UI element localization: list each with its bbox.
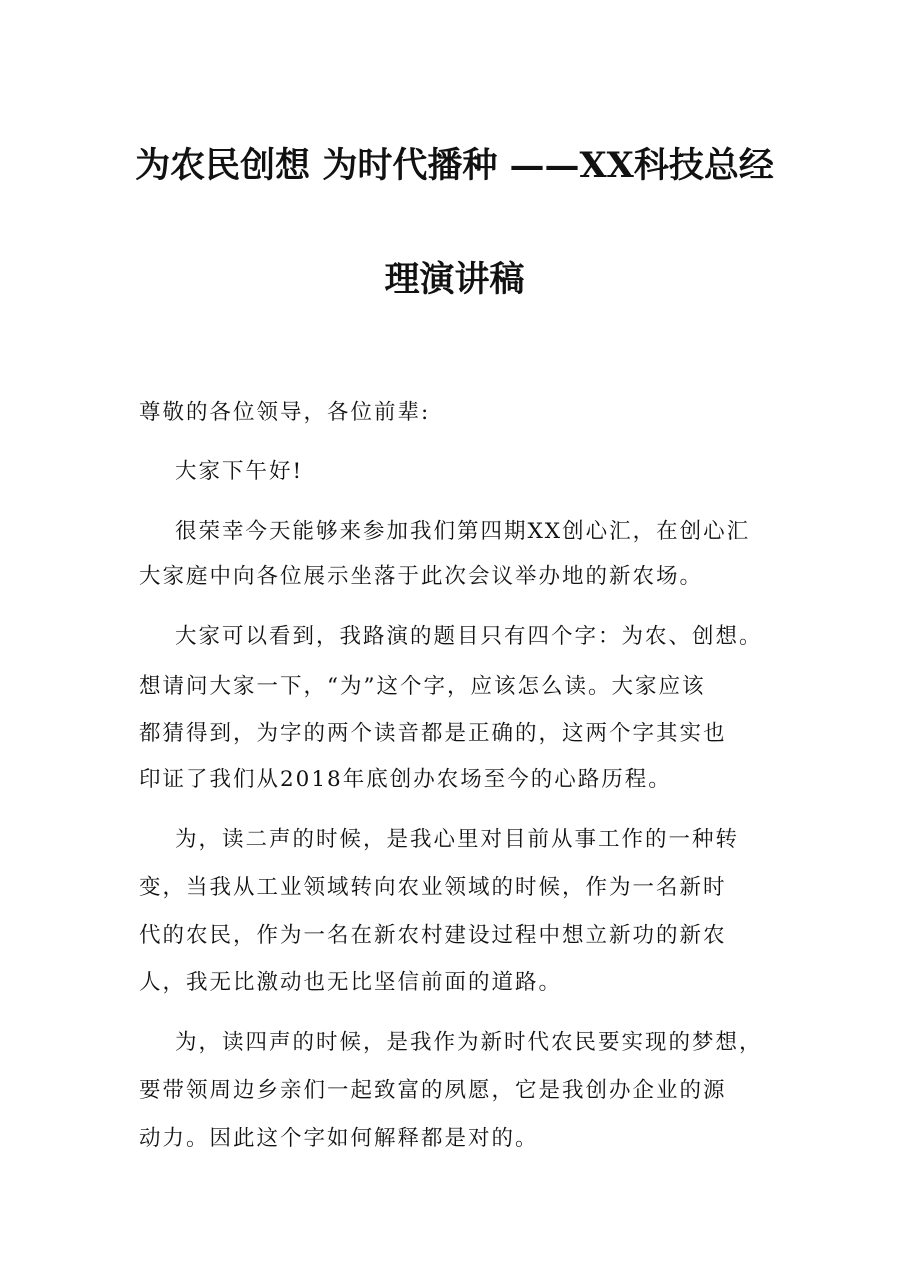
paragraph-line: 大家庭中向各位展示坐落于此次会议举办地的新农场。 [139,564,704,589]
document-title-line-2: 理演讲稿 [384,259,525,300]
paragraph-line: 为，读四声的时候，是我作为新时代农民要实现的梦想， [175,1030,763,1055]
paragraph-line: 代的农民，作为一名在新农村建设过程中想立新功的新农 [139,923,727,948]
paragraph-line: 为，读二声的时候，是我心里对目前从事工作的一种转 [175,827,740,852]
salutation-line: 尊敬的各位领导，各位前辈: [139,400,431,425]
paragraph-line: 都猜得到，为字的两个读音都是正确的，这两个字其实也 [139,721,727,746]
paragraph-line: 很荣幸今天能够来参加我们第四期XX创心汇，在创心汇 [175,519,751,544]
paragraph-line: 要带领周边乡亲们一起致富的夙愿，它是我创办企业的源 [139,1078,727,1103]
paragraph-line: 想请问大家一下，“为”这个字，应该怎么读。大家应该 [139,674,706,699]
paragraph-line: 动力。因此这个字如何解释都是对的。 [139,1126,539,1151]
paragraph-line: 人，我无比激动也无比坚信前面的道路。 [139,970,563,995]
greeting-line: 大家下午好! [175,459,304,484]
document-title-line-1: 为农民创想 为时代播种 ——XX科技总经 [135,145,774,186]
paragraph-line: 大家可以看到，我路演的题目只有四个字：为农、创想。 [175,624,763,649]
paragraph-line: 印证了我们从2018年底创办农场至今的心路历程。 [139,767,672,792]
paragraph-line: 变，当我从工业领域转向农业领域的时候，作为一名新时 [139,875,727,900]
